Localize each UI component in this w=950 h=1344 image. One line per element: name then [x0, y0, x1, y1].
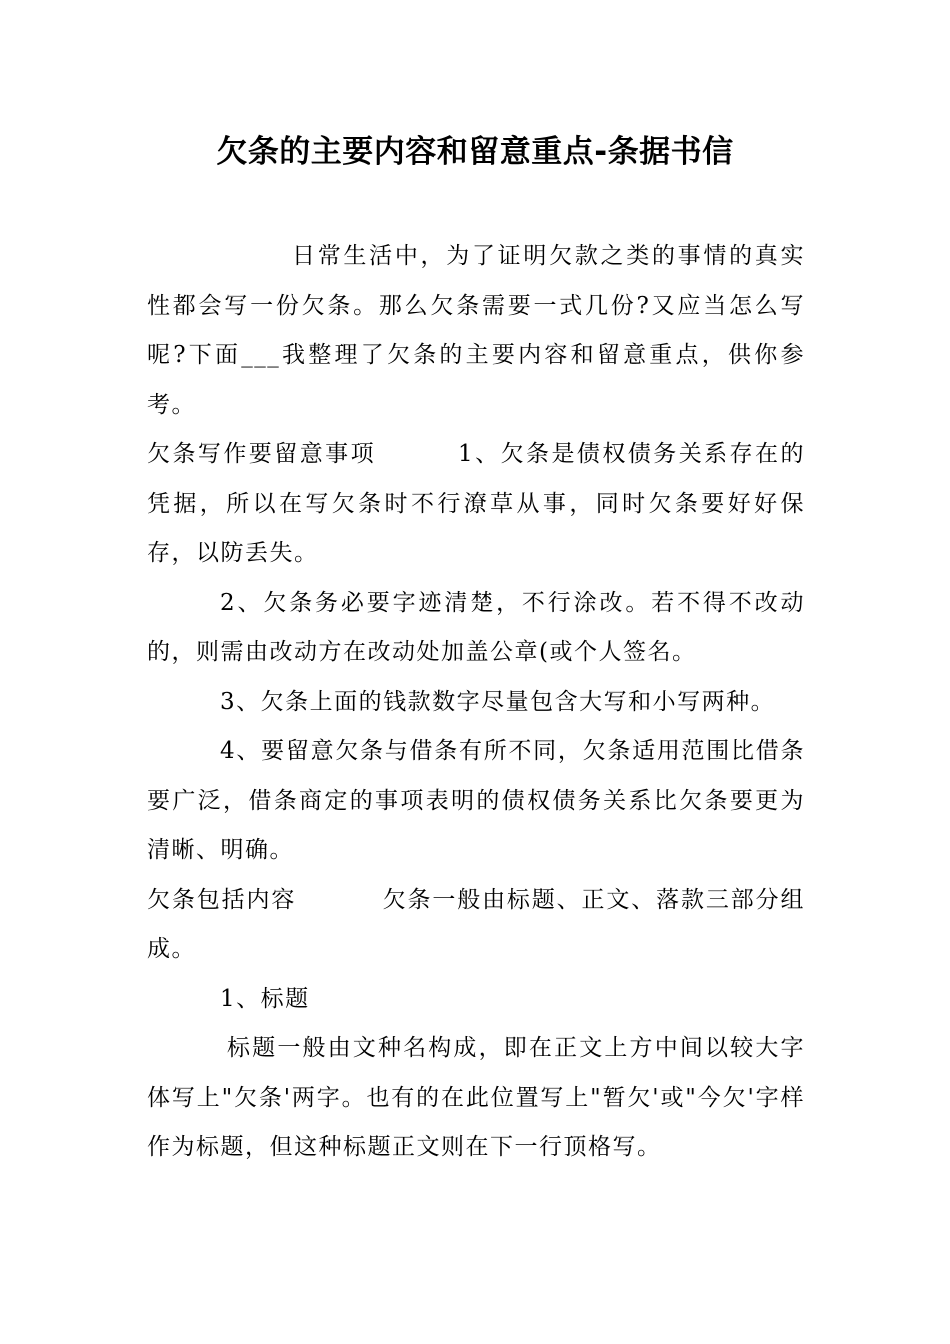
- paragraph-text: 标题一般由文种名构成，即在正文上方中间以较大字体写上"欠条'两字。也有的在此位置写上"暂欠'或"今欠'字样作为标题，但这种标题正文则在下一行顶格写。: [147, 1035, 805, 1160]
- document-body: [147, 232, 805, 1173]
- section-heading: 欠条写作要留意事项: [147, 441, 377, 467]
- paragraph-text: 日常生活中，为了证明欠款之类的事情的真实性都会写一份欠条。那么欠条需要一式几份?又应当怎么写呢?下面___我整理了欠条的主要内容和留意重点，供你参考。: [147, 243, 805, 418]
- paragraph-text: 1、标题: [220, 985, 310, 1012]
- paragraph-note-3: [147, 678, 805, 728]
- paragraph-note-4: [147, 727, 805, 876]
- paragraph-note-2: [147, 579, 805, 678]
- paragraph-text: 欠条一般由标题、正文、落款三部分组成。: [147, 886, 806, 962]
- paragraph-text: 2、欠条务必要字迹清楚，不行涂改。若不得不改动的，则需由改动方在改动处加盖公章(或个人签名。: [147, 589, 805, 665]
- document-title: 欠条的主要内容和留意重点-条据书信: [216, 134, 734, 170]
- paragraph-text: 3、欠条上面的钱款数字尽量包含大写和小写两种。: [220, 688, 776, 715]
- paragraph-text: 4、要留意欠条与借条有所不同，欠条适用范围比借条要广泛，借条商定的事项表明的债权债务关系比欠条要更为清晰、明确。: [147, 738, 805, 863]
- paragraph-contents-heading: [147, 876, 805, 975]
- section-heading: 欠条包括内容: [147, 886, 297, 913]
- paragraph-notes-heading: [147, 430, 805, 579]
- paragraph-intro: [147, 232, 805, 430]
- paragraph-text: 1、欠条是债权债务关系存在的凭据，所以在写欠条时不行潦草从事，同时欠条要好好保存，以防丢失。: [147, 441, 806, 566]
- paragraph-section-1-body: [147, 1024, 805, 1173]
- paragraph-section-1-heading: [147, 975, 805, 1025]
